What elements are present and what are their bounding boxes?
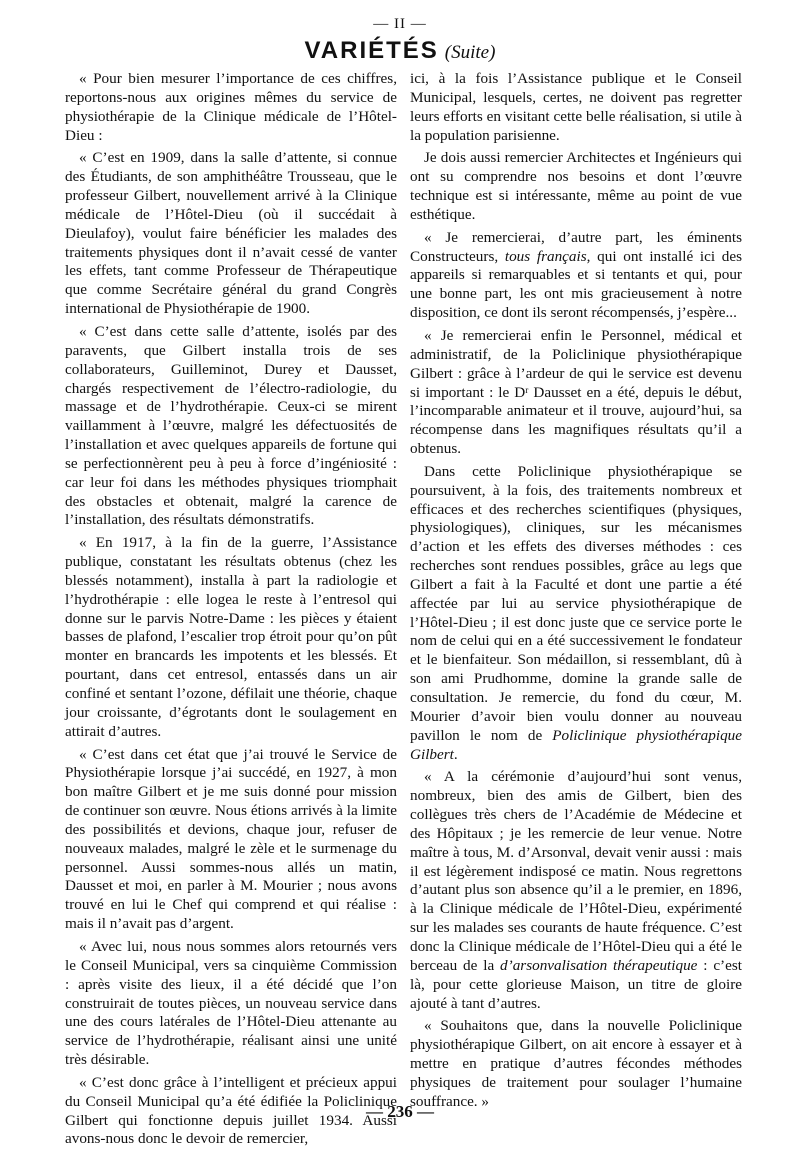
- paragraph: Dans cette Policlinique physiothérapique se poursuivent, à la fois, des traitements nombreux et efficaces et des recherches scientifiques (physiques, physiologiques), cliniques, sur les mécanismes d’action et les effets des diverses méthodes : ces recherches sont rendues possibles, grâce au legs que Gilbert a fait à la Faculté et dont une partie a été affectée par lui au service physiothérapique de l’Hôtel-Dieu ; il est donc juste que ce service porte le nom de celui qui en a été successivement le fondateur et le bienfaiteur. Son médaillon, si ressemblant, dû à son ami Prudhomme, domine la grande salle de consultation. Je remercie, du fond du cœur, M. Mourier d’avoir bien voulu donner au nouveau pavillon le nom de Policlinique physiothérapique Gilbert.: [410, 462, 742, 763]
- paragraph: Je dois aussi remercier Architectes et Ingénieurs qui ont su comprendre nos besoins et dont l’œuvre technique est si intéressante, même au point de vue esthétique.: [410, 149, 742, 223]
- paragraph: « Je remercierai enfin le Personnel, médical et administratif, de la Policlinique physiothérapique Gilbert : grâce à l’ardeur de qui le service est devenu si important : le Dʳ Dausset en a été, depuis le début, l’incomparable animateur et il trouve, aujourd’hui, sa récompense dans les magnifiques résultats qu’il a obtenus.: [410, 326, 742, 458]
- paragraph: « A la cérémonie d’aujourd’hui sont venus, nombreux, bien des amis de Gilbert, bien des collègues très chers de l’Académie de Médecine et des Hôpitaux ; je les remercie de leur venue. Notre maître à tous, M. d’Arsonval, devait venir aussi : mais il est légèrement indisposé ce matin. Nous regrettons d’autant plus son absence qu’il a le premier, en 1896, à la Clinique médicale de l’Hôtel-Dieu, expérimenté sur les malades ses courants de haute fréquence. C’est donc la Clinique médicale de l’Hôtel-Dieu qui a été le berceau de la d’arsonvalisation thérapeutique : c’est là, pour cette glorieuse Maison, un titre de gloire ajouté à tant d’autres.: [410, 768, 742, 1012]
- right-column: [410, 70, 742, 1110]
- paragraph: « En 1917, à la fin de la guerre, l’Assistance publique, constatant les résultats obtenus (chez les blessés notamment), installa à part la radiologie et l’hydrothérapie : elle logea le reste à l’entresol qui donne sur le parvis Notre-Dame : les pièces y étaient basses de plafond, l’escalier trop étroit pour qu’on pût monter en brancards les impotents et les blessés. Et pourtant, dans cet entresol, entassés dans un air confiné et sentant l’ozone, défilait une théorie, chaque jour croissante, d’égrotants dont le soulagement en attirait d’autres.: [65, 534, 397, 740]
- paragraph: « Je remercierai, d’autre part, les éminents Constructeurs, tous français, qui ont installé ici des appareils si remarquables et si tentants et qui, pour une bonne part, les ont mis gracieusement à notre disposition, ce dont ils seront récompensés, j’espère...: [410, 228, 742, 322]
- paragraph: « C’est dans cet état que j’ai trouvé le Service de Physiothérapie lorsque j’ai succédé, en 1927, à mon bon maître Gilbert et je me suis donné pour mission de continuer son œuvre. Nous étions arrivés à la limite des possibilités et devions, chaque jour, refuser de nouveaux malades, malgré le zèle et le surmenage du personnel. Aussi sommes-nous allés un matin, Dausset et moi, en parler à M. Mourier ; nous avons trouvé en lui le Chef qui comprend et qui réalise : mais il n’avait pas d’argent.: [65, 745, 397, 933]
- page-number: — 236 —: [366, 1102, 434, 1121]
- paragraph: « C’est donc grâce à l’intelligent et précieux appui du Conseil Municipal qu’a été édifiée la Policlinique Gilbert qui fonctionne depuis juillet 1934. Aussi avons-nous donc le devoir de remercier,: [65, 1073, 397, 1148]
- paragraph: « Avec lui, nous nous sommes alors retournés vers le Conseil Municipal, vers sa cinquième Commission : après visite des lieux, il a été décidé que l’on construirait de toutes pièces, un nouveau service dans une des cours latérales de l’Hôtel-Dieu attenante au service de l’hydrothérapie, réalisant ainsi une unité très désirable.: [65, 937, 397, 1069]
- section-title-subtitle: (Suite): [444, 42, 496, 63]
- roman-page-number: — II —: [373, 16, 427, 32]
- paragraph: « Souhaitons que, dans la nouvelle Policlinique physiothérapique Gilbert, on ait encore à essayer et à mettre en pratique d’autres fécondes méthodes physiques de traitement pour soulager l’humaine souffrance. »: [410, 1017, 742, 1110]
- section-title-main: VARIÉTÉS: [304, 37, 439, 64]
- paragraph: « C’est dans cette salle d’attente, isolés par des paravents, que Gilbert installa trois de ses collaborateurs, Guilleminot, Durey et Dausset, chargés respectivement de l’électro-radiologie, du massage et de l’hydrothérapie. Ceux-ci se mirent vaillamment à l’œuvre, malgré les défectuosités de l’installation et avec quelques appareils de fortune qui se perfectionnèrent peu à peu à force d’ingéniosité : car leur foi dans les méthodes physiques triomphait des obstacles et obtenait, malgré la carence de l’installation, des résultats démonstratifs.: [65, 322, 397, 529]
- paragraph: ici, à la fois l’Assistance publique et le Conseil Municipal, lesquels, certes, ne doivent pas regretter leurs efforts en visitant cette belle réalisation, si utile à la population parisienne.: [410, 70, 742, 144]
- section-title: [0, 38, 800, 67]
- paragraph: « C’est en 1909, dans la salle d’attente, si connue des Étudiants, de son amphithéâtre Trousseau, que le professeur Gilbert, nouvellement arrivé à la Clinique médicale de l’Hôtel-Dieu (où il succédait à Dieulafoy), voulut faire bénéficier les malades des traitements physiques dont il n’avait cessé de vanter les effets, tant comme Professeur de Thérapeutique que comme Secrétaire général du grand Congrès international de Physiothérapie de 1900.: [65, 149, 397, 318]
- paragraph: « Pour bien mesurer l’importance de ces chiffres, reportons-nous aux origines mêmes du service de physiothérapie de la Clinique médicale de l’Hôtel-Dieu :: [65, 70, 397, 144]
- left-column: [65, 70, 397, 1148]
